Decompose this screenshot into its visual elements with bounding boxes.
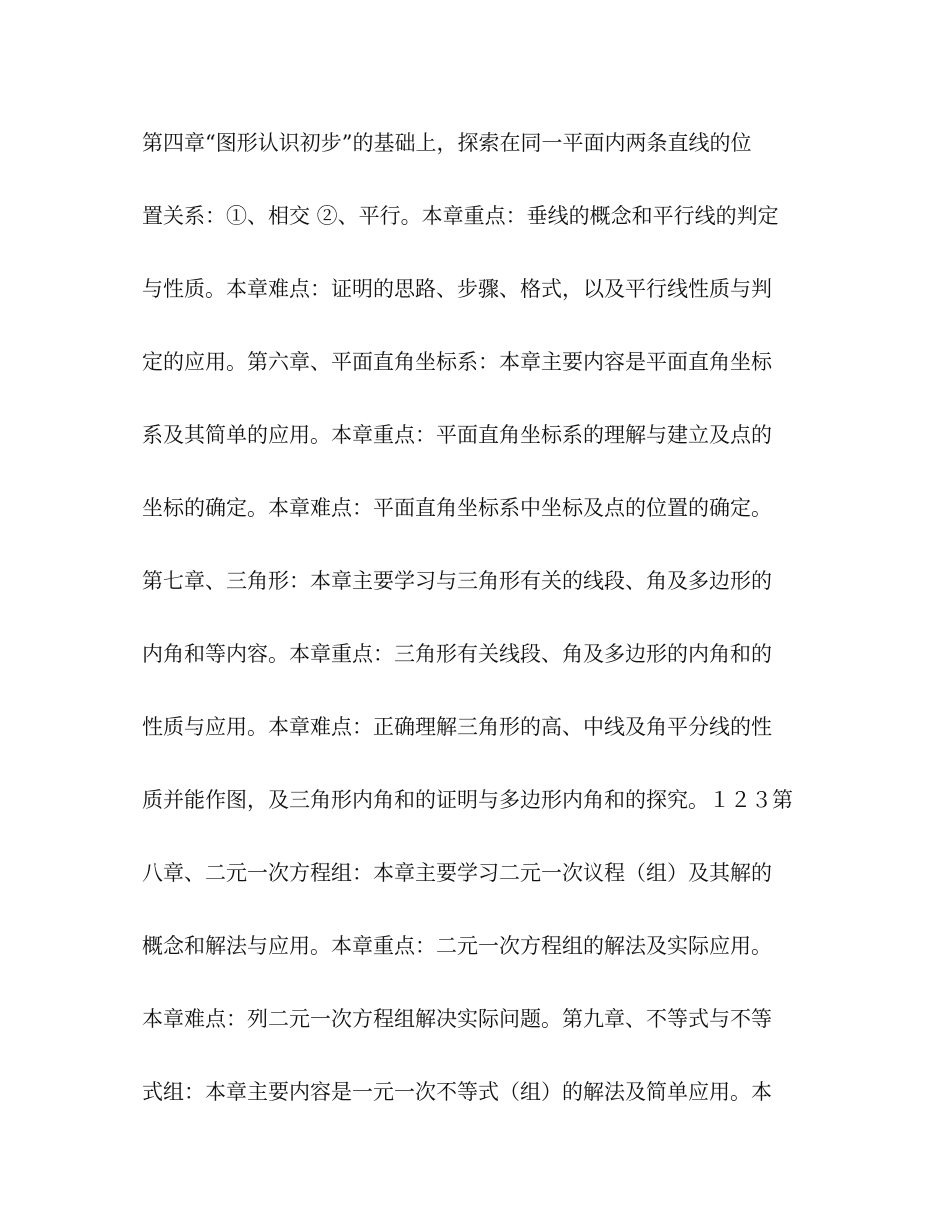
text-line: 与性质。本章难点：证明的思路、步骤、格式，以及平行线性质与判 bbox=[142, 277, 772, 301]
text-line: 系及其简单的应用。本章重点：平面直角坐标系的理解与建立及点的 bbox=[142, 423, 772, 447]
body-text bbox=[142, 121, 812, 1143]
text-line: 质并能作图，及三角形内角和的证明与多边形内角和的探究。１２３第 bbox=[142, 788, 793, 812]
text-line: 第七章、三角形：本章主要学习与三角形有关的线段、角及多边形的 bbox=[142, 569, 772, 593]
text-line: 坐标的确定。本章难点：平面直角坐标系中坐标及点的位置的确定。 bbox=[142, 496, 772, 520]
text-line: 第四章“图形认识初步”的基础上，探索在同一平面内两条直线的位 bbox=[142, 131, 752, 155]
text-line: 本章难点：列二元一次方程组解决实际问题。第九章、不等式与不等 bbox=[142, 1007, 772, 1031]
text-line: 式组：本章主要内容是一元一次不等式（组）的解法及简单应用。本 bbox=[142, 1080, 772, 1104]
text-line: 性质与应用。本章难点：正确理解三角形的高、中线及角平分线的性 bbox=[142, 715, 772, 739]
text-line: 置关系：①、相交 ②、平行。本章重点：垂线的概念和平行线的判定 bbox=[142, 204, 779, 228]
text-line: 概念和解法与应用。本章重点：二元一次方程组的解法及实际应用。 bbox=[142, 934, 772, 958]
text-line: 定的应用。第六章、平面直角坐标系：本章主要内容是平面直角坐标 bbox=[142, 350, 772, 374]
text-line: 内角和等内容。本章重点：三角形有关线段、角及多边形的内角和的 bbox=[142, 642, 772, 666]
text-line: 八章、二元一次方程组：本章主要学习二元一次议程（组）及其解的 bbox=[142, 861, 772, 885]
